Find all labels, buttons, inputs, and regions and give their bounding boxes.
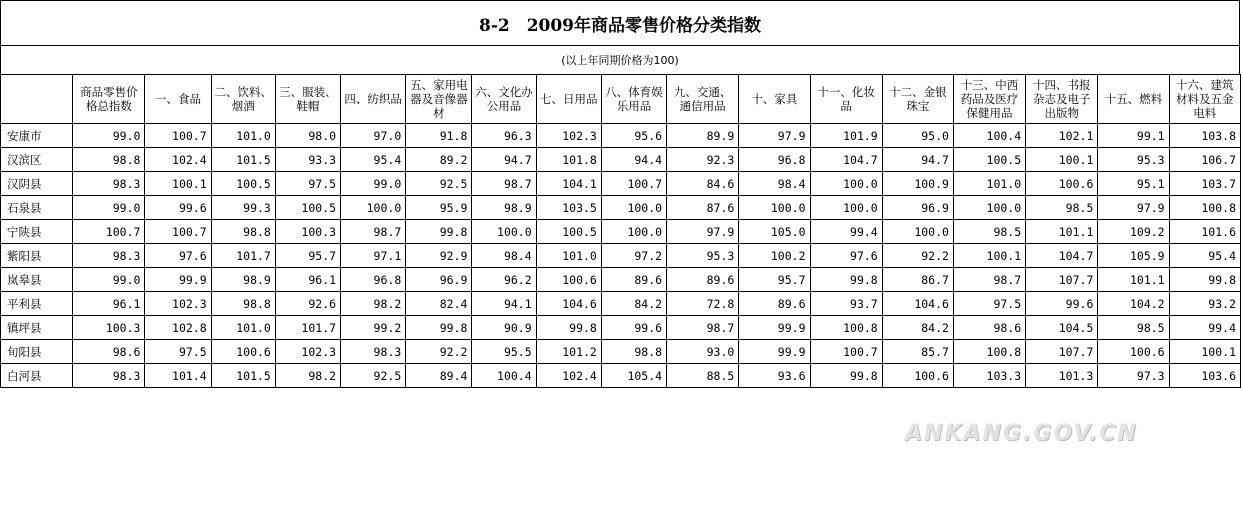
index-value-cell: 103.5 (536, 196, 601, 220)
index-value-cell: 72.8 (667, 292, 739, 316)
index-value-cell: 92.6 (275, 292, 340, 316)
index-value-cell: 102.8 (145, 316, 211, 340)
index-value-cell: 101.7 (275, 316, 340, 340)
region-name: 宁陕县 (1, 220, 73, 244)
index-value-cell: 87.6 (667, 196, 739, 220)
index-value-cell: 98.7 (667, 316, 739, 340)
index-value-cell: 100.4 (472, 364, 536, 388)
index-value-cell: 98.9 (211, 268, 275, 292)
index-value-cell: 101.1 (1098, 268, 1169, 292)
header-cell: 商品零售价格总指数 (73, 75, 145, 124)
index-value-cell: 100.1 (145, 172, 211, 196)
index-value-cell: 100.1 (1169, 340, 1240, 364)
index-value-cell: 95.4 (1169, 244, 1240, 268)
index-value-cell: 101.2 (536, 340, 601, 364)
index-value-cell: 96.9 (882, 196, 953, 220)
header-cell: 十三、中西药品及医疗保健用品 (953, 75, 1025, 124)
index-value-cell: 107.7 (1026, 268, 1098, 292)
index-value-cell: 94.1 (472, 292, 536, 316)
index-value-cell: 104.1 (536, 172, 601, 196)
index-value-cell: 105.4 (601, 364, 666, 388)
header-cell: 五、家用电器及音像器材 (406, 75, 472, 124)
index-value-cell: 105.0 (739, 220, 810, 244)
table-row (1, 124, 1241, 148)
header-row (1, 75, 1241, 124)
index-value-cell: 103.3 (953, 364, 1025, 388)
index-value-cell: 104.7 (810, 148, 882, 172)
index-value-cell: 101.3 (1026, 364, 1098, 388)
index-value-cell: 102.1 (1026, 124, 1098, 148)
index-value-cell: 98.8 (73, 148, 145, 172)
index-value-cell: 97.9 (667, 220, 739, 244)
index-value-cell: 101.1 (1026, 220, 1098, 244)
index-value-cell: 101.9 (810, 124, 882, 148)
index-value-cell: 98.3 (73, 244, 145, 268)
index-value-cell: 100.0 (882, 220, 953, 244)
index-value-cell: 103.8 (1169, 124, 1240, 148)
index-value-cell: 100.1 (953, 244, 1025, 268)
index-value-cell: 100.4 (953, 124, 1025, 148)
index-value-cell: 92.5 (341, 364, 406, 388)
index-value-cell: 89.6 (667, 268, 739, 292)
index-value-cell: 95.5 (472, 340, 536, 364)
index-value-cell: 99.0 (73, 124, 145, 148)
index-value-cell: 100.5 (275, 196, 340, 220)
index-value-cell: 95.7 (739, 268, 810, 292)
index-value-cell: 93.7 (810, 292, 882, 316)
index-value-cell: 100.6 (882, 364, 953, 388)
index-value-cell: 100.3 (73, 316, 145, 340)
index-value-cell: 98.5 (1026, 196, 1098, 220)
index-value-cell: 97.6 (145, 244, 211, 268)
index-value-cell: 100.8 (810, 316, 882, 340)
index-value-cell: 98.8 (601, 340, 666, 364)
table-row (1, 316, 1241, 340)
index-value-cell: 97.1 (341, 244, 406, 268)
header-cell: 六、文化办公用品 (472, 75, 536, 124)
table-subtitle: (以上年同期价格为100) (0, 45, 1240, 74)
index-value-cell: 98.7 (472, 172, 536, 196)
index-value-cell: 95.7 (275, 244, 340, 268)
index-value-cell: 104.7 (1026, 244, 1098, 268)
region-name: 安康市 (1, 124, 73, 148)
index-value-cell: 101.0 (211, 124, 275, 148)
index-value-cell: 100.7 (601, 172, 666, 196)
index-value-cell: 95.9 (406, 196, 472, 220)
price-index-table (0, 74, 1241, 388)
index-value-cell: 90.9 (472, 316, 536, 340)
index-value-cell: 99.0 (73, 196, 145, 220)
index-value-cell: 102.3 (275, 340, 340, 364)
index-value-cell: 92.3 (667, 148, 739, 172)
index-value-cell: 99.1 (1098, 124, 1169, 148)
header-cell: 八、体育娱乐用品 (601, 75, 666, 124)
index-value-cell: 88.5 (667, 364, 739, 388)
index-value-cell: 97.2 (601, 244, 666, 268)
index-value-cell: 100.0 (810, 196, 882, 220)
index-value-cell: 98.2 (341, 292, 406, 316)
index-value-cell: 106.7 (1169, 148, 1240, 172)
index-value-cell: 100.6 (1098, 340, 1169, 364)
index-value-cell: 96.3 (472, 124, 536, 148)
region-name: 白河县 (1, 364, 73, 388)
index-value-cell: 101.0 (536, 244, 601, 268)
index-value-cell: 100.1 (1026, 148, 1098, 172)
index-value-cell: 85.7 (882, 340, 953, 364)
table-row (1, 220, 1241, 244)
index-value-cell: 98.9 (472, 196, 536, 220)
index-value-cell: 94.4 (601, 148, 666, 172)
index-value-cell: 97.3 (1098, 364, 1169, 388)
index-value-cell: 96.8 (341, 268, 406, 292)
index-value-cell: 100.6 (536, 268, 601, 292)
index-value-cell: 97.5 (275, 172, 340, 196)
index-value-cell: 100.3 (275, 220, 340, 244)
table-row (1, 244, 1241, 268)
index-value-cell: 97.9 (739, 124, 810, 148)
table-row (1, 268, 1241, 292)
index-value-cell: 92.2 (882, 244, 953, 268)
region-name: 汉阴县 (1, 172, 73, 196)
table-row (1, 364, 1241, 388)
index-value-cell: 99.6 (601, 316, 666, 340)
index-value-cell: 99.8 (810, 268, 882, 292)
index-value-cell: 93.2 (1169, 292, 1240, 316)
index-value-cell: 98.2 (275, 364, 340, 388)
index-value-cell: 104.2 (1098, 292, 1169, 316)
index-value-cell: 98.4 (472, 244, 536, 268)
header-cell (1, 75, 73, 124)
index-value-cell: 93.0 (667, 340, 739, 364)
index-value-cell: 100.6 (1026, 172, 1098, 196)
index-value-cell: 99.8 (1169, 268, 1240, 292)
index-value-cell: 94.7 (882, 148, 953, 172)
index-value-cell: 97.5 (953, 292, 1025, 316)
index-value-cell: 102.4 (536, 364, 601, 388)
table-row (1, 292, 1241, 316)
region-name: 镇坪县 (1, 316, 73, 340)
index-value-cell: 98.4 (739, 172, 810, 196)
table-row (1, 196, 1241, 220)
index-value-cell: 100.8 (1169, 196, 1240, 220)
index-value-cell: 101.0 (211, 316, 275, 340)
index-value-cell: 98.3 (341, 340, 406, 364)
index-value-cell: 89.4 (406, 364, 472, 388)
index-value-cell: 100.8 (953, 340, 1025, 364)
index-value-cell: 96.8 (739, 148, 810, 172)
index-value-cell: 98.3 (73, 172, 145, 196)
index-value-cell: 99.9 (739, 316, 810, 340)
index-value-cell: 99.3 (211, 196, 275, 220)
header-cell: 十一、化妆品 (810, 75, 882, 124)
index-value-cell: 102.4 (145, 148, 211, 172)
region-name: 旬阳县 (1, 340, 73, 364)
index-value-cell: 100.5 (536, 220, 601, 244)
index-value-cell: 99.2 (341, 316, 406, 340)
index-value-cell: 101.0 (953, 172, 1025, 196)
index-value-cell: 95.3 (667, 244, 739, 268)
index-value-cell: 109.2 (1098, 220, 1169, 244)
index-value-cell: 103.6 (1169, 364, 1240, 388)
index-value-cell: 98.5 (1098, 316, 1169, 340)
region-name: 岚皋县 (1, 268, 73, 292)
index-value-cell: 89.6 (601, 268, 666, 292)
index-value-cell: 95.6 (601, 124, 666, 148)
header-cell: 三、服装、鞋帽 (275, 75, 340, 124)
index-value-cell: 104.6 (882, 292, 953, 316)
index-value-cell: 99.8 (536, 316, 601, 340)
table-body (1, 124, 1241, 388)
index-value-cell: 89.6 (739, 292, 810, 316)
index-value-cell: 107.7 (1026, 340, 1098, 364)
index-value-cell: 95.1 (1098, 172, 1169, 196)
region-name: 平利县 (1, 292, 73, 316)
index-value-cell: 91.8 (406, 124, 472, 148)
index-value-cell: 100.5 (211, 172, 275, 196)
index-value-cell: 98.8 (211, 220, 275, 244)
index-value-cell: 96.1 (73, 292, 145, 316)
table-row (1, 172, 1241, 196)
region-name: 紫阳县 (1, 244, 73, 268)
index-value-cell: 99.4 (1169, 316, 1240, 340)
index-value-cell: 105.9 (1098, 244, 1169, 268)
index-value-cell: 99.0 (341, 172, 406, 196)
index-value-cell: 98.6 (953, 316, 1025, 340)
region-name: 石泉县 (1, 196, 73, 220)
index-value-cell: 104.5 (1026, 316, 1098, 340)
index-value-cell: 97.5 (145, 340, 211, 364)
index-value-cell: 84.2 (601, 292, 666, 316)
index-value-cell: 99.4 (810, 220, 882, 244)
index-value-cell: 98.3 (73, 364, 145, 388)
index-value-cell: 98.7 (953, 268, 1025, 292)
index-value-cell: 99.0 (73, 268, 145, 292)
index-value-cell: 96.9 (406, 268, 472, 292)
index-value-cell: 100.7 (810, 340, 882, 364)
index-value-cell: 82.4 (406, 292, 472, 316)
index-value-cell: 84.6 (667, 172, 739, 196)
header-cell: 十、家具 (739, 75, 810, 124)
index-value-cell: 104.6 (536, 292, 601, 316)
index-value-cell: 103.7 (1169, 172, 1240, 196)
index-value-cell: 95.0 (882, 124, 953, 148)
index-value-cell: 98.7 (341, 220, 406, 244)
index-value-cell: 100.7 (145, 220, 211, 244)
index-value-cell: 86.7 (882, 268, 953, 292)
index-value-cell: 100.9 (882, 172, 953, 196)
index-value-cell: 89.9 (667, 124, 739, 148)
region-name: 汉滨区 (1, 148, 73, 172)
header-cell: 一、食品 (145, 75, 211, 124)
index-value-cell: 99.8 (406, 316, 472, 340)
header-cell: 十四、书报杂志及电子出版物 (1026, 75, 1098, 124)
index-value-cell: 102.3 (145, 292, 211, 316)
index-value-cell: 89.2 (406, 148, 472, 172)
index-value-cell: 97.0 (341, 124, 406, 148)
index-value-cell: 92.2 (406, 340, 472, 364)
index-value-cell: 100.2 (739, 244, 810, 268)
index-value-cell: 101.5 (211, 364, 275, 388)
table-title: 8-2 2009年商品零售价格分类指数 (0, 0, 1240, 45)
index-value-cell: 98.5 (953, 220, 1025, 244)
table-row (1, 148, 1241, 172)
index-value-cell: 96.1 (275, 268, 340, 292)
index-value-cell: 100.0 (810, 172, 882, 196)
index-value-cell: 99.9 (145, 268, 211, 292)
header-cell: 七、日用品 (536, 75, 601, 124)
index-value-cell: 100.0 (601, 196, 666, 220)
index-value-cell: 92.9 (406, 244, 472, 268)
index-value-cell: 101.7 (211, 244, 275, 268)
header-cell: 十五、燃料 (1098, 75, 1169, 124)
header-cell: 十二、金银珠宝 (882, 75, 953, 124)
index-value-cell: 101.6 (1169, 220, 1240, 244)
index-value-cell: 102.3 (536, 124, 601, 148)
index-value-cell: 99.8 (406, 220, 472, 244)
index-value-cell: 101.8 (536, 148, 601, 172)
index-value-cell: 101.4 (145, 364, 211, 388)
index-value-cell: 98.0 (275, 124, 340, 148)
index-value-cell: 100.0 (739, 196, 810, 220)
index-value-cell: 97.9 (1098, 196, 1169, 220)
index-value-cell: 96.2 (472, 268, 536, 292)
index-value-cell: 101.5 (211, 148, 275, 172)
header-cell: 二、饮料、烟酒 (211, 75, 275, 124)
index-value-cell: 98.8 (211, 292, 275, 316)
index-value-cell: 99.6 (1026, 292, 1098, 316)
index-value-cell: 100.5 (953, 148, 1025, 172)
index-value-cell: 84.2 (882, 316, 953, 340)
header-cell: 九、交通、通信用品 (667, 75, 739, 124)
index-value-cell: 100.7 (145, 124, 211, 148)
index-value-cell: 100.0 (341, 196, 406, 220)
header-cell: 十六、建筑材料及五金电料 (1169, 75, 1240, 124)
watermark: ANKANG.GOV.CN (905, 421, 1138, 446)
index-value-cell: 100.7 (73, 220, 145, 244)
table-row (1, 340, 1241, 364)
index-value-cell: 98.6 (73, 340, 145, 364)
index-value-cell: 97.6 (810, 244, 882, 268)
index-value-cell: 93.3 (275, 148, 340, 172)
index-value-cell: 99.9 (739, 340, 810, 364)
index-value-cell: 100.6 (211, 340, 275, 364)
index-value-cell: 93.6 (739, 364, 810, 388)
index-value-cell: 92.5 (406, 172, 472, 196)
index-value-cell: 100.0 (472, 220, 536, 244)
index-value-cell: 94.7 (472, 148, 536, 172)
index-value-cell: 100.0 (601, 220, 666, 244)
header-cell: 四、纺织品 (341, 75, 406, 124)
index-value-cell: 99.8 (810, 364, 882, 388)
index-value-cell: 99.6 (145, 196, 211, 220)
index-value-cell: 100.0 (953, 196, 1025, 220)
index-value-cell: 95.3 (1098, 148, 1169, 172)
index-value-cell: 95.4 (341, 148, 406, 172)
